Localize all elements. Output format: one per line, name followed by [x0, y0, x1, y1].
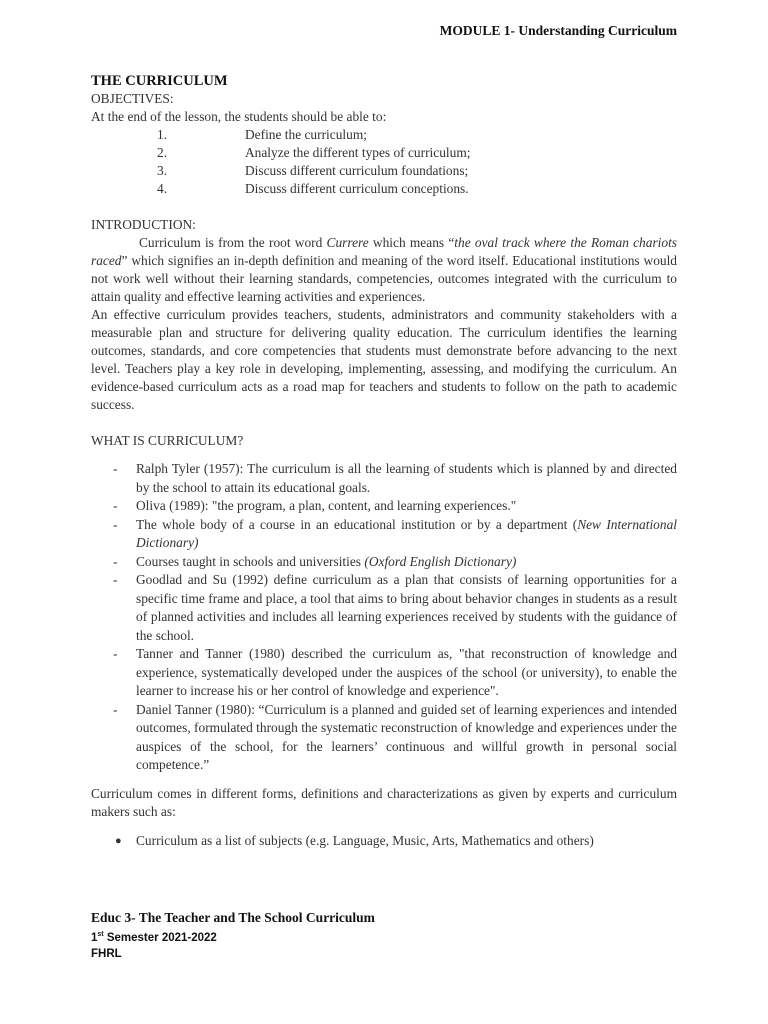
list-item: - Goodlad and Su (1992) define curriculum as a plan that consists of learning opportunities for a specific time frame and place, a tool that aims to bring about behavior changes in students as a result of planned activities and includes all learning experiences received by students with the guidance of the school.	[113, 572, 677, 643]
objectives-intro: At the end of the lesson, the students should be able to:	[91, 109, 387, 124]
list-item: - Daniel Tanner (1980): “Curriculum is a planned and guided set of learning experiences and intended outcomes, formulated through the systematic reconstruction of knowledge and experiences under the auspices of the school, for the learners’ continuous and willful growth in personal social competence.”	[113, 701, 677, 772]
introduction-paragraph-2: An effective curriculum provides teachers, students, administrators and community stakeholders with a measurable plan and structure for delivering quality education. The curriculum identifies the learning outcomes, standards, and core competencies that students must demonstrate before advancing to the next level. Teachers play a key role in developing, implementing, assessing, and modifying the curriculum. An evidence-based curriculum acts as a road map for teachers and students to follow on the path to academic success.	[91, 307, 677, 412]
list-item: 3. Discuss different curriculum foundations;	[157, 163, 469, 178]
list-item: - Courses taught in schools and universities (Oxford English Dictionary)	[113, 553, 517, 569]
definitions-list	[91, 460, 677, 775]
forms-paragraph: Curriculum comes in different forms, definitions and characterizations as given by experts and curriculum makers such as:	[91, 785, 677, 819]
list-item: - Oliva (1989): "the program, a plan, content, and learning experiences."	[113, 498, 517, 513]
objectives-list	[91, 126, 677, 198]
forms-list	[91, 832, 677, 850]
introduction-label: INTRODUCTION:	[91, 217, 196, 232]
semester: 1st Semester 2021-2022	[91, 931, 217, 944]
document-body	[91, 72, 677, 850]
module-header: MODULE 1- Understanding Curriculum	[439, 23, 677, 38]
course-title: Educ 3- The Teacher and The School Curriculum	[91, 910, 375, 925]
author-initials: FHRL	[91, 947, 122, 960]
list-item: 4. Discuss different curriculum conceptions.	[157, 181, 469, 196]
list-item: ● Curriculum as a list of subjects (e.g. Language, Music, Arts, Mathematics and others)	[115, 832, 594, 848]
objectives-label: OBJECTIVES:	[91, 91, 174, 106]
list-item: - Tanner and Tanner (1980) described the curriculum as, "that reconstruction of knowledge and experience, systematically developed under the auspices of the school (or university), to enable the learner to increase his or her control of knowledge and experience".	[113, 646, 677, 698]
list-item: - The whole body of a course in an educational institution or by a department (New International Dictionary)	[113, 516, 677, 550]
document-footer	[91, 909, 375, 962]
introduction-paragraph-1: Curriculum is from the root word Currere which means “the oval track where the Roman chariots raced” which signifies an in-depth definition and meaning of the word itself. Educational institutions would not work well without their learning standards, competencies, outcomes integrated with the curriculum to attain quality and effective learning activities and experiences.	[91, 235, 678, 304]
what-is-curriculum-label: WHAT IS CURRICULUM?	[91, 433, 244, 448]
list-item: 2. Analyze the different types of curriculum;	[157, 145, 471, 160]
list-item: - Ralph Tyler (1957): The curriculum is all the learning of students which is planned by and directed by the school to attain its educational goals.	[113, 461, 677, 495]
section-title: THE CURRICULUM	[91, 73, 228, 89]
list-item: 1. Define the curriculum;	[157, 127, 367, 142]
